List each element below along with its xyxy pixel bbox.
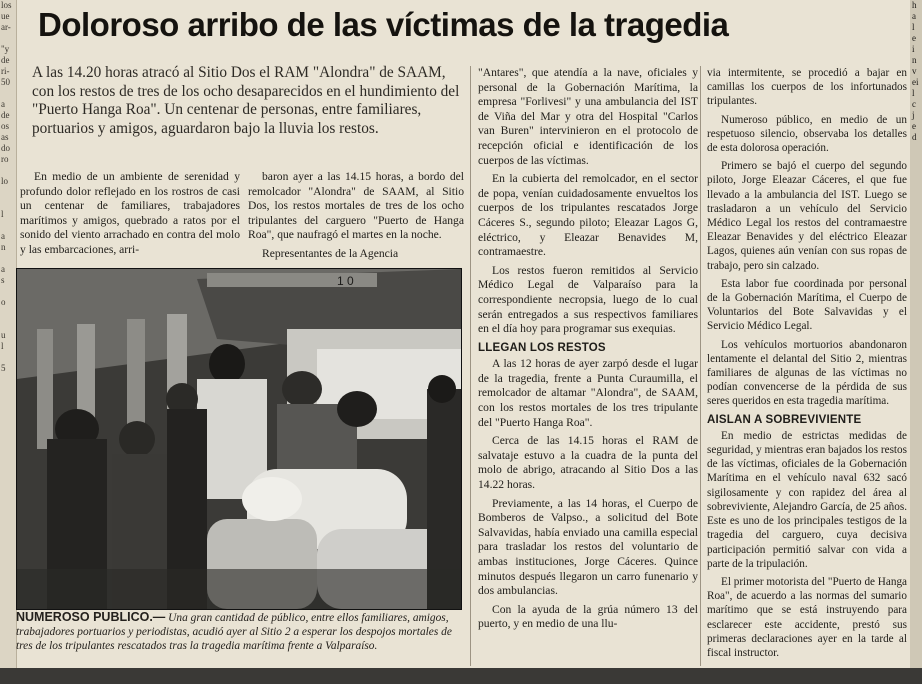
paragraph: Los restos fueron remitidos al Servicio Médico Legal de Valparaíso para la correspondiente necropsia, luego de lo cual serán entregados a sus respectivos familiares en el día hoy para programar sus exequias. (478, 263, 698, 336)
column-rule (700, 66, 701, 666)
gutter-fragment: h (912, 0, 917, 10)
gutter-fragment: "y (1, 44, 10, 54)
subheading: AISLAN A SOBREVIVIENTE (707, 413, 862, 426)
headline: Doloroso arribo de las víctimas de la tragedia (38, 6, 729, 43)
gutter-fragment (0, 198, 16, 209)
gutter-fragment (0, 352, 16, 363)
paragraph: Previamente, a las 14 horas, el Cuerpo de Bomberos de Valpso., a solicitud del Bote Salvavidas, había enviado una camilla especial para trasladar los restos del voluntario de ambas instituciones, Jorge Cáceres. Quince minutos después llegaron un carro funenario y dos ambulancias. (478, 496, 698, 598)
gutter-fragment (0, 286, 16, 297)
gutter-fragment (0, 88, 16, 99)
paragraph: En la cubierta del remolcador, en el sector de popa, venían cuidadosamente envueltos los cuerpos de los tripulantes rescatados Jorge Cáceres S., segundo piloto; Eleazar Lagos G, eléctrico, y Eleazar Benavides M, contramaestre. (478, 172, 698, 259)
paragraph: baron ayer a las 14.15 horas, a bordo del remolcador "Alondra" de SAAM, al Sitio Dos, los restos mortales de tres de los ocho tripulantes del carguero "Puerto de Hanga Roa", que naufragó el martes en la noche. (248, 170, 464, 242)
gutter-fragment: 5 (1, 363, 6, 373)
adjacent-page-edge (910, 0, 922, 684)
gutter-fragment: ei (912, 77, 919, 87)
gutter-fragment: 50 (1, 77, 10, 87)
gutter-fragment (0, 165, 16, 176)
gutter-fragment (0, 319, 16, 330)
gutter-fragment: a (1, 264, 5, 274)
gutter-fragment: a (1, 99, 5, 109)
gutter-fragment: v (912, 66, 917, 76)
subheading: LLEGAN LOS RESTOS (478, 341, 606, 354)
paragraph: Representantes de la Agencia (262, 246, 399, 260)
caption-text: Una gran cantidad de público, entre ellos familiares, amigos, trabajadores portuarios y periodistas, acudió ayer al Sitio 2 a esperar los despojos mortales de tres de los tripulantes rescatados tras la tragedia marítima frente a Valparaíso. (16, 612, 452, 652)
paragraph: Primero se bajó el cuerpo del segundo piloto, Jorge Eleazar Cáceres, el que fue llevado a la ambulancia del IST. Luego se trasladaron a un vehículo del Servicio Médico Legal los restos del contramaestre Eleazar Benavides y del eléctrico Eleazar Lagos, quienes aún venían con sus ropas de trabajo, pero sin calzado. (707, 160, 907, 272)
gutter-fragment: os (1, 121, 10, 131)
gutter-fragment: o (1, 297, 6, 307)
gutter-fragment: l (912, 22, 915, 32)
gutter-fragment: e (912, 33, 916, 43)
paragraph: Cerca de las 14.15 horas el RAM de salvataje estuvo a la cuadra de la punta del molo de abrigo, atracando al Sitio Dos a las 14.22 horas. (478, 434, 698, 492)
gutter-fragment (0, 253, 16, 264)
gutter-fragment: ri- (1, 66, 10, 76)
gutter-fragment: l (912, 88, 915, 98)
paragraph: En medio de un ambiente de serenidad y profundo dolor reflejado en los rostros de casi un centenar de familiares, trabajadores marítimos y amigos, quebrado a ratos por el sonido del viento arrachado en contra del molo y las embarcaciones, arri- (20, 170, 240, 256)
gutter-fragment: los (1, 0, 12, 10)
gutter-fragment: i (912, 44, 915, 54)
gutter-fragment: u (1, 330, 6, 340)
gutter-fragment: de (1, 110, 10, 120)
article-column-1 (20, 170, 240, 262)
gutter-fragment: c (912, 99, 916, 109)
column-rule (470, 66, 471, 666)
gutter-fragment: a (912, 11, 916, 21)
gutter-fragment: s (1, 275, 5, 285)
article-column-3 (478, 66, 698, 636)
lead-paragraph: A las 14.20 horas atracó al Sitio Dos el RAM "Alondra" de SAAM, con los restos de tres de los ocho desaparecidos en el hundimiento del "Puerto Hanga Roa". Un centenar de personas, entre familiares, portuarios y amigos, aguardaron bajo la lluvia los restos. (32, 64, 460, 137)
gutter-fragment: n (912, 55, 917, 65)
article-column-4 (707, 66, 907, 664)
paragraph: via intermitente, se procedió a bajar en camillas los cuerpos de los infortunados tripulantes. (707, 67, 907, 108)
gutter-fragment: e (912, 121, 916, 131)
paragraph: Los vehículos mortuorios abandonaron lentamente el delantal del Sitio 2, mientras familiares de algunas de las víctimas no podían convencerse de la pérdida de sus seres queridos en esta tragedia marítima. (707, 338, 907, 408)
gutter-fragment: a (1, 231, 5, 241)
news-photo (16, 268, 462, 610)
gutter-fragment: j (912, 110, 915, 120)
gutter-fragment: d (912, 132, 917, 142)
gutter-fragment (0, 308, 16, 319)
gutter-fragment (0, 187, 16, 198)
gutter-fragment (0, 220, 16, 231)
paragraph: "Antares", que atendía a la nave, oficiales y personal de la Gobernación Marítima, la empresa "Forlivesi" y una ambulancia del IST de Viña del Mar y otra del Hospital "Carlos van Buren" intervinieron en el protocolo de recepción oficial e identificación de los cuerpos de las víctimas. (478, 66, 698, 167)
gutter-fragment: lo (1, 176, 9, 186)
gutter-fragment: ar- (1, 22, 11, 32)
gutter-fragment: do (1, 143, 10, 153)
paragraph: Con la ayuda de la grúa número 13 del puerto, y en medio de una llu- (478, 602, 698, 631)
gutter-fragment: as (1, 132, 9, 142)
paragraph: A las 12 horas de ayer zarpó desde el lugar de la tragedia, frente a Punta Curaumilla, el remolcador de altamar "Alondra", de SAAM, con los restos mortales de los tres tripulante del "Puerto Hanga Roa". (478, 357, 698, 429)
paragraph: Numeroso público, en medio de un respetuoso silencio, observaba los detalles de esta dolorosa operación. (707, 113, 907, 155)
paragraph: El primer motorista del "Puerto de Hanga Roa", de acuerdo a las normas del sumario marítimo que se está instruyendo para esclarecer este accidente, prestó sus primeras declaraciones ayer en la tarde al fiscal instructor. (707, 575, 908, 659)
gutter-fragment (0, 33, 16, 44)
page-bottom-edge (0, 668, 922, 684)
gutter-fragment: de (1, 55, 10, 65)
adjacent-column-fragment (0, 0, 17, 684)
gutter-fragment: ue (1, 11, 10, 21)
gutter-fragment: ro (1, 154, 9, 164)
gutter-fragment: l (1, 341, 4, 351)
photo-crowd-at-dock (17, 269, 461, 609)
caption-title: NUMEROSO PUBLICO.— (16, 610, 166, 624)
article-column-2 (248, 170, 464, 266)
paragraph: Esta labor fue coordinada por personal de la Gobernación Marítima, el Cuerpo de Voluntarios del Bote Salvavidas y el Servicio Médico Legal. (707, 277, 907, 333)
photo-caption (16, 610, 462, 653)
gutter-fragment: n (1, 242, 6, 252)
gutter-fragment: l (1, 209, 4, 219)
paragraph: En medio de estrictas medidas de seguridad, y mientras eran bajados los restos de las víctimas, oficiales de la Gobernación Marítima en el vehículo naval 632 sacó sigilosamente y con rapidez del área al sobreviviente, Alejandro García, de 25 años. Este es uno de los principales testigos de la tragedia del carguero, cuya decisiva participación permitió salvar con vida a parte de la tripulación. (707, 429, 907, 570)
dock-sign-number: 1 0 (337, 274, 354, 288)
